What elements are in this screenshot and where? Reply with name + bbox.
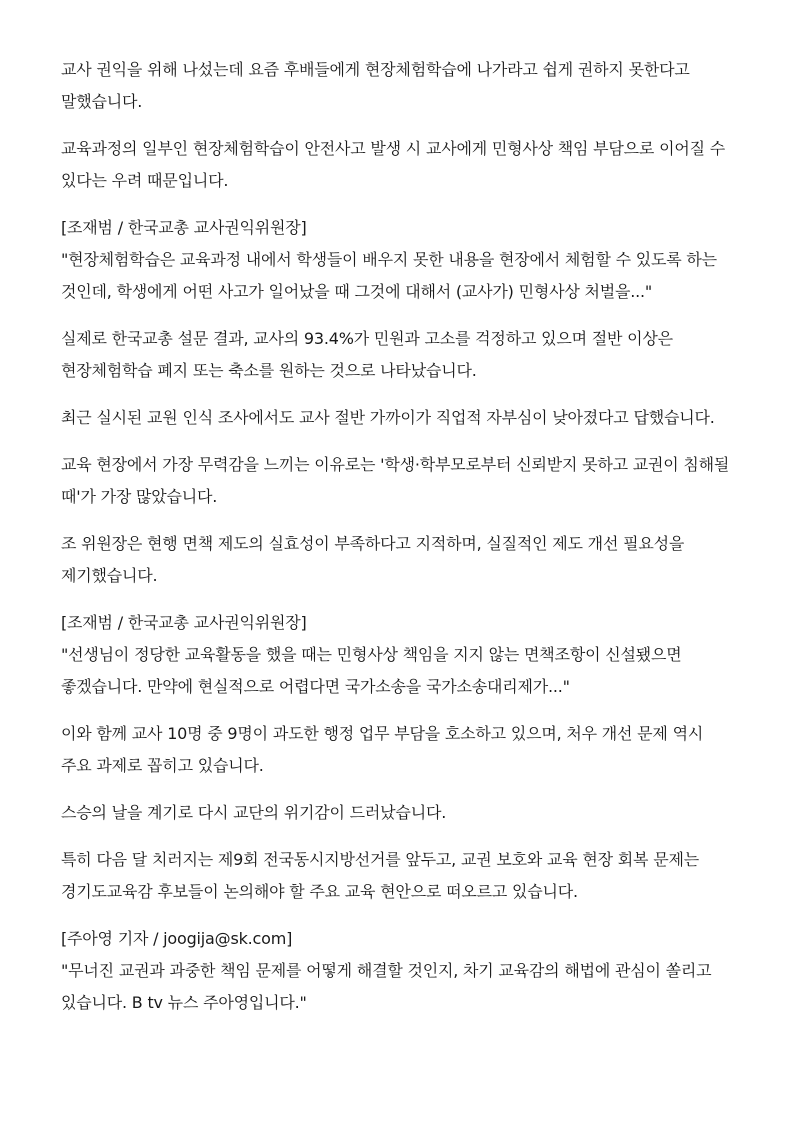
article-paragraph: 스승의 날을 계기로 다시 교단의 위기감이 드러났습니다. xyxy=(61,803,447,822)
article-paragraph: 특히 다음 달 치러지는 제9회 전국동시지방선거를 앞두고, 교권 보호와 교육 현장 회복 문제는 경기도교육감 후보들이 논의해야 할 주요 교육 현안으로 떠오르고 있습니다. xyxy=(61,850,699,901)
interview-quote xyxy=(61,212,733,308)
quote-speaker: [조재범 / 한국교총 교사권익위원장] xyxy=(61,613,307,632)
article-paragraph: 조 위원장은 현행 면책 제도의 실효성이 부족하다고 지적하며, 실질적인 제도 개선 필요성을 제기했습니다. xyxy=(61,534,685,585)
article-paragraph: 최근 실시된 교원 인식 조사에서도 교사 절반 가까이가 직업적 자부심이 낮아졌다고 답했습니다. xyxy=(61,408,715,427)
reporter-byline: [주아영 기자 / joogija@sk.com] xyxy=(61,929,293,948)
article-paragraph: 이와 함께 교사 10명 중 9명이 과도한 행정 업무 부담을 호소하고 있으며, 처우 개선 문제 역시 주요 과제로 꼽히고 있습니다. xyxy=(61,724,704,775)
reporter-signoff xyxy=(61,923,733,1019)
signoff-text: "무너진 교권과 과중한 책임 문제를 어떻게 해결할 것인지, 차기 교육감의 해법에 관심이 쏠리고 있습니다. B tv 뉴스 주아영입니다." xyxy=(61,961,712,1012)
article-paragraph: 교육과정의 일부인 현장체험학습이 안전사고 발생 시 교사에게 민형사상 책임 부담으로 이어질 수 있다는 우려 때문입니다. xyxy=(61,139,725,190)
interview-quote xyxy=(61,607,733,703)
article-paragraph: 교육 현장에서 가장 무력감을 느끼는 이유로는 '학생·학부모로부터 신뢰받지 못하고 교권이 침해될 때'가 가장 많았습니다. xyxy=(61,455,730,506)
article-paragraph: 실제로 한국교총 설문 결과, 교사의 93.4%가 민원과 고소를 걱정하고 있으며 절반 이상은 현장체험학습 폐지 또는 축소를 원하는 것으로 나타났습니다. xyxy=(61,329,673,380)
quote-speaker: [조재범 / 한국교총 교사권익위원장] xyxy=(61,218,307,237)
article-body xyxy=(61,54,733,1034)
article-paragraph: 교사 권익을 위해 나섰는데 요즘 후배들에게 현장체험학습에 나가라고 쉽게 권하지 못한다고 말했습니다. xyxy=(61,60,690,111)
quote-text: "현장체험학습은 교육과정 내에서 학생들이 배우지 못한 내용을 현장에서 체험할 수 있도록 하는 것인데, 학생에게 어떤 사고가 일어났을 때 그것에 대해서 (교사가) 민형사상 처벌을..." xyxy=(61,250,717,301)
quote-text: "선생님이 정당한 교육활동을 했을 때는 민형사상 책임을 지지 않는 면책조항이 신설됐으면 좋겠습니다. 만약에 현실적으로 어렵다면 국가소송을 국가소송대리제가..." xyxy=(61,645,682,696)
